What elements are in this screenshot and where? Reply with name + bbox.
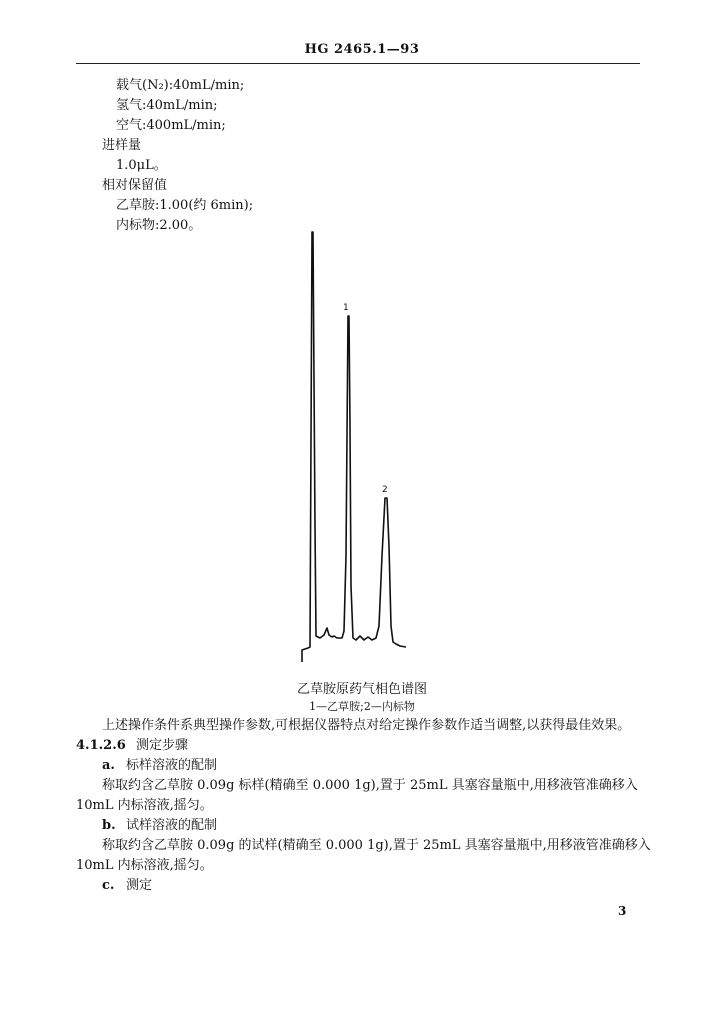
- item-c-label: c.: [102, 878, 115, 893]
- item-b-title: 试样溶液的配制: [126, 818, 218, 833]
- item-c-title: 测定: [126, 878, 153, 893]
- item-b-label: b.: [102, 818, 116, 833]
- header-rule: [76, 63, 640, 64]
- hydrogen-line: 氢气:40mL/min;: [116, 98, 218, 113]
- note-paragraph: 上述操作条件系典型操作参数,可根据仪器特点对给定操作参数作适当调整,以获得最佳效果。: [102, 718, 631, 733]
- item-a-text-1: 称取约含乙草胺 0.09g 标样(精确至 0.000 1g),置于 25mL 具塞容量瓶中,用移液管准确移入: [102, 778, 638, 793]
- page-number: 3: [618, 904, 627, 918]
- chart-legend: 1—乙草胺;2—内标物: [309, 700, 415, 713]
- chromatogram-chart: [296, 226, 412, 666]
- retention-ethachlor: 乙草胺:1.00(约 6min);: [116, 198, 254, 213]
- carrier-gas-line: 载气(N₂):40mL/min;: [116, 78, 245, 93]
- item-a-label: a.: [102, 758, 115, 773]
- peak-label-1: 1: [343, 303, 349, 313]
- chromatogram-trace: [302, 232, 406, 662]
- air-line: 空气:400mL/min;: [116, 118, 226, 133]
- section-number: 4.1.2.6: [76, 738, 126, 753]
- section-title: 测定步骤: [136, 738, 189, 753]
- chart-title: 乙草胺原药气相色谱图: [296, 682, 427, 697]
- peak-label-2: 2: [382, 485, 388, 495]
- item-a-text-2: 10mL 内标溶液,摇匀。: [76, 798, 213, 813]
- standard-number-header: HG 2465.1—93: [304, 42, 420, 57]
- retention-internal-standard: 内标物:2.00。: [116, 218, 202, 233]
- injection-value: 1.0μL。: [116, 158, 167, 173]
- item-b-text-1: 称取约含乙草胺 0.09g 的试样(精确至 0.000 1g),置于 25mL 具塞容量瓶中,用移液管准确移入: [102, 838, 651, 853]
- item-a-title: 标样溶液的配制: [126, 758, 218, 773]
- injection-title: 进样量: [102, 138, 142, 153]
- retention-title: 相对保留值: [102, 178, 168, 193]
- item-b-text-2: 10mL 内标溶液,摇匀。: [76, 858, 213, 873]
